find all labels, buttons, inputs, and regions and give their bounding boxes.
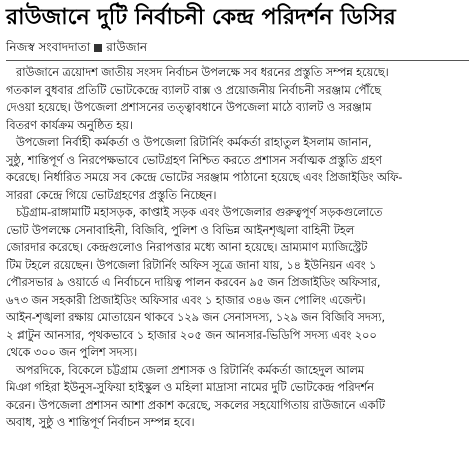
paragraph-line: দেওয়া হয়েছে। উপজেলা প্রশাসনের তত্ত্বাবধানে উপজেলা মাঠে ব্যালট ও সরঞ্জাম bbox=[6, 100, 372, 114]
byline bbox=[6, 38, 470, 56]
paragraph-line: অপরদিকে, বিকেলে চট্টগ্রাম জেলা প্রশাসক ও রিটার্নিং কর্মকর্তা জাহেদুল আলম bbox=[16, 362, 365, 377]
paragraph bbox=[6, 362, 470, 432]
paragraph bbox=[6, 134, 470, 204]
paragraph-line: গতকাল বুধবার প্রতিটি ভোটকেন্দ্রে ব্যালট বাক্স ও প্রয়োজনীয় নির্বাচনী সরঞ্জাম পৌঁছে bbox=[6, 82, 381, 97]
paragraph-line: থেকে ৩০০ জন পুলিশ সদস্য। bbox=[6, 345, 138, 359]
paragraph bbox=[6, 64, 470, 134]
paragraph-line: রাউজানে ত্রয়োদশ জাতীয় সংসদ নির্বাচন উপলক্ষে সব ধরনের প্রস্তুতি সম্পন্ন হয়েছে। bbox=[16, 65, 389, 79]
paragraph-line: বিতরণ কার্যক্রম অনুষ্ঠিত হয়। bbox=[6, 117, 133, 132]
paragraph-line: পৌরসভার ৯ ওয়ার্ডে এ নির্বাচনে দায়িত্ব পালন করবেন ৯৫ জন প্রিজাইডিং অফিসার, bbox=[6, 275, 381, 289]
divider bbox=[6, 60, 469, 61]
paragraph-line: জোরদার করেছে। কেন্দ্রগুলোও নিরাপত্তার মধ্যে আনা হয়েছে। ভ্রাম্যমাণ ম্যাজিস্ট্রেট bbox=[6, 240, 368, 254]
paragraph-line: আইন-শৃঙ্খলা রক্ষায় মোতায়েন থাকবে ১২৯ জন সেনাসদস্য, ১২৯ জন বিজিবি সদস্য, bbox=[6, 310, 386, 324]
paragraph-line: চট্টগ্রাম-রাঙ্গামাটি মহাসড়ক, কাপ্তাই সড়ক এবং উপজেলার গুরুত্বপূর্ণ সড়কগুলোতে bbox=[16, 205, 383, 219]
paragraph-line: করেছে। নির্ধারিত সময়ে সব কেন্দ্রে ভোটের সরঞ্জাম পাঠানো হয়েছে এবং প্রিজাইডিং অফি- bbox=[6, 170, 403, 184]
square-bullet-icon bbox=[94, 44, 102, 52]
paragraph-line: মিঞা গহিরা ইউনুস-সুফিয়া হাইস্কুল ও মহিলা মাদ্রাসা নামের দুটি ভোটকেন্দ্র পরিদর্শন bbox=[6, 380, 374, 394]
dateline-location: রাউজান bbox=[106, 40, 148, 54]
article-body bbox=[6, 64, 470, 468]
paragraph-line: ৬৭৩ জন সহকারী প্রিজাইডিং অফিসার এবং ১ হাজার ৩৪৬ জন পোলিং এজেন্ট। bbox=[6, 292, 366, 307]
paragraph-line: করেন। উপজেলা প্রশাসন আশা প্রকাশ করেছে, সকলের সহযোগিতায় রাউজানে একটি bbox=[6, 397, 385, 412]
paragraph-line: উপজেলা নির্বাহী কর্মকর্তা ও উপজেলা রিটার্নিং কর্মকর্তা রাহাতুল ইসলাম জানান, bbox=[16, 135, 372, 149]
paragraph-line: অবাধ, সুষ্ঠু ও শান্তিপূর্ণ নির্বাচন সম্পন্ন হবে। bbox=[6, 415, 195, 429]
headline: রাউজানে দুটি নির্বাচনী কেন্দ্র পরিদর্শন ডিসির bbox=[6, 5, 396, 30]
reporter: নিজস্ব সংবাদদাতা bbox=[6, 40, 91, 54]
paragraph-line: টিম টহলে রয়েছেন। উপজেলা রিটার্নিং অফিস সূত্রে জানা যায়, ১৪ ইউনিয়ন এবং ১ bbox=[6, 257, 377, 272]
paragraph-line: ভোট উপলক্ষে সেনাবাহিনী, বিজিবি, পুলিশ ও বিভিন্ন আইনশৃঙ্খলা বাহিনী টহল bbox=[6, 222, 355, 237]
paragraph-line: সাররা কেন্দ্রে গিয়ে ভোটগ্রহণের প্রস্তুতি নিচ্ছেন। bbox=[6, 187, 217, 202]
paragraph bbox=[6, 204, 470, 362]
paragraph-line: ২ প্লাটুন আনসার, পৃথকভাবে ১ হাজার ২০৫ জন আনসার-ভিডিপি সদস্য এবং ২০০ bbox=[6, 327, 377, 342]
paragraph-line: সুষ্ঠু, শান্তিপূর্ণ ও নিরপেক্ষভাবে ভোটগ্রহণ নিশ্চিত করতে প্রশাসন সর্বাত্মক প্রস্তুতি গ্রহণ bbox=[6, 152, 382, 167]
